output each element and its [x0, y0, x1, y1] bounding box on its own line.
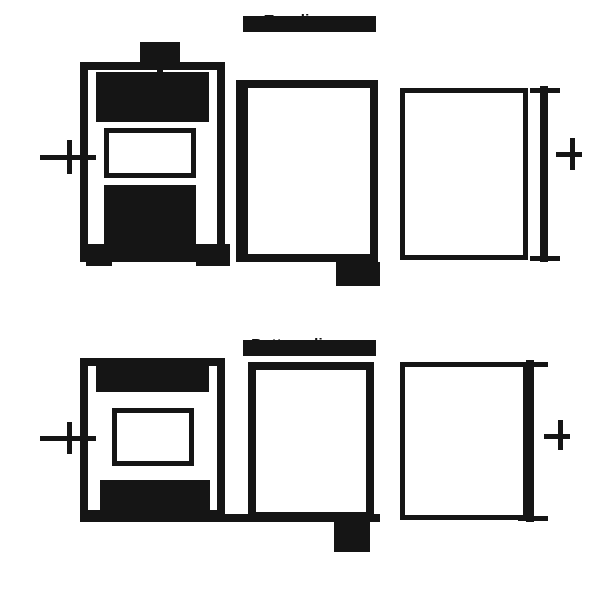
bottom-panel: [0, 300, 600, 600]
bottom-center-module: [248, 362, 374, 520]
top-center-left-rail: [240, 80, 248, 262]
top-baseline-left-foot: [86, 244, 112, 266]
top-caption-mark: [336, 262, 380, 286]
top-right-bottom-tick: [530, 256, 560, 261]
top-center-module: [236, 80, 378, 262]
top-right-top-tick: [530, 88, 560, 93]
top-left-stub-leader: [157, 42, 163, 110]
bottom-right-bottom-tick: [518, 516, 548, 521]
bottom-left-inner-window: [112, 408, 194, 466]
top-left-inner-top-bar: [96, 72, 209, 122]
top-title-underline: [243, 16, 376, 32]
bottom-left-inner-bottom-fill: [100, 480, 210, 516]
top-right-mid-tick: [556, 152, 582, 157]
top-right-mid-vline: [570, 138, 575, 170]
bottom-center-top-rail: [248, 362, 374, 370]
top-baseline-center-foot: [196, 244, 230, 266]
top-left-axis-vline: [67, 140, 72, 174]
bottom-left-axis-vline: [67, 422, 72, 454]
bottom-title-underline: [243, 340, 376, 356]
bottom-right-rail: [526, 360, 534, 522]
bottom-caption-mark: [334, 522, 370, 552]
bottom-right-mid-tick: [544, 434, 570, 439]
bottom-right-module: [400, 362, 528, 520]
bottom-baseline: [80, 514, 380, 522]
top-left-inner-bottom-fill: [104, 185, 196, 257]
bottom-right-top-tick: [518, 362, 548, 367]
top-right-rail: [540, 86, 548, 262]
top-right-module: [400, 88, 528, 260]
bottom-right-mid-vline: [558, 420, 563, 450]
bottom-left-inner-top-notch: [128, 362, 168, 376]
top-left-inner-window: [104, 128, 196, 178]
